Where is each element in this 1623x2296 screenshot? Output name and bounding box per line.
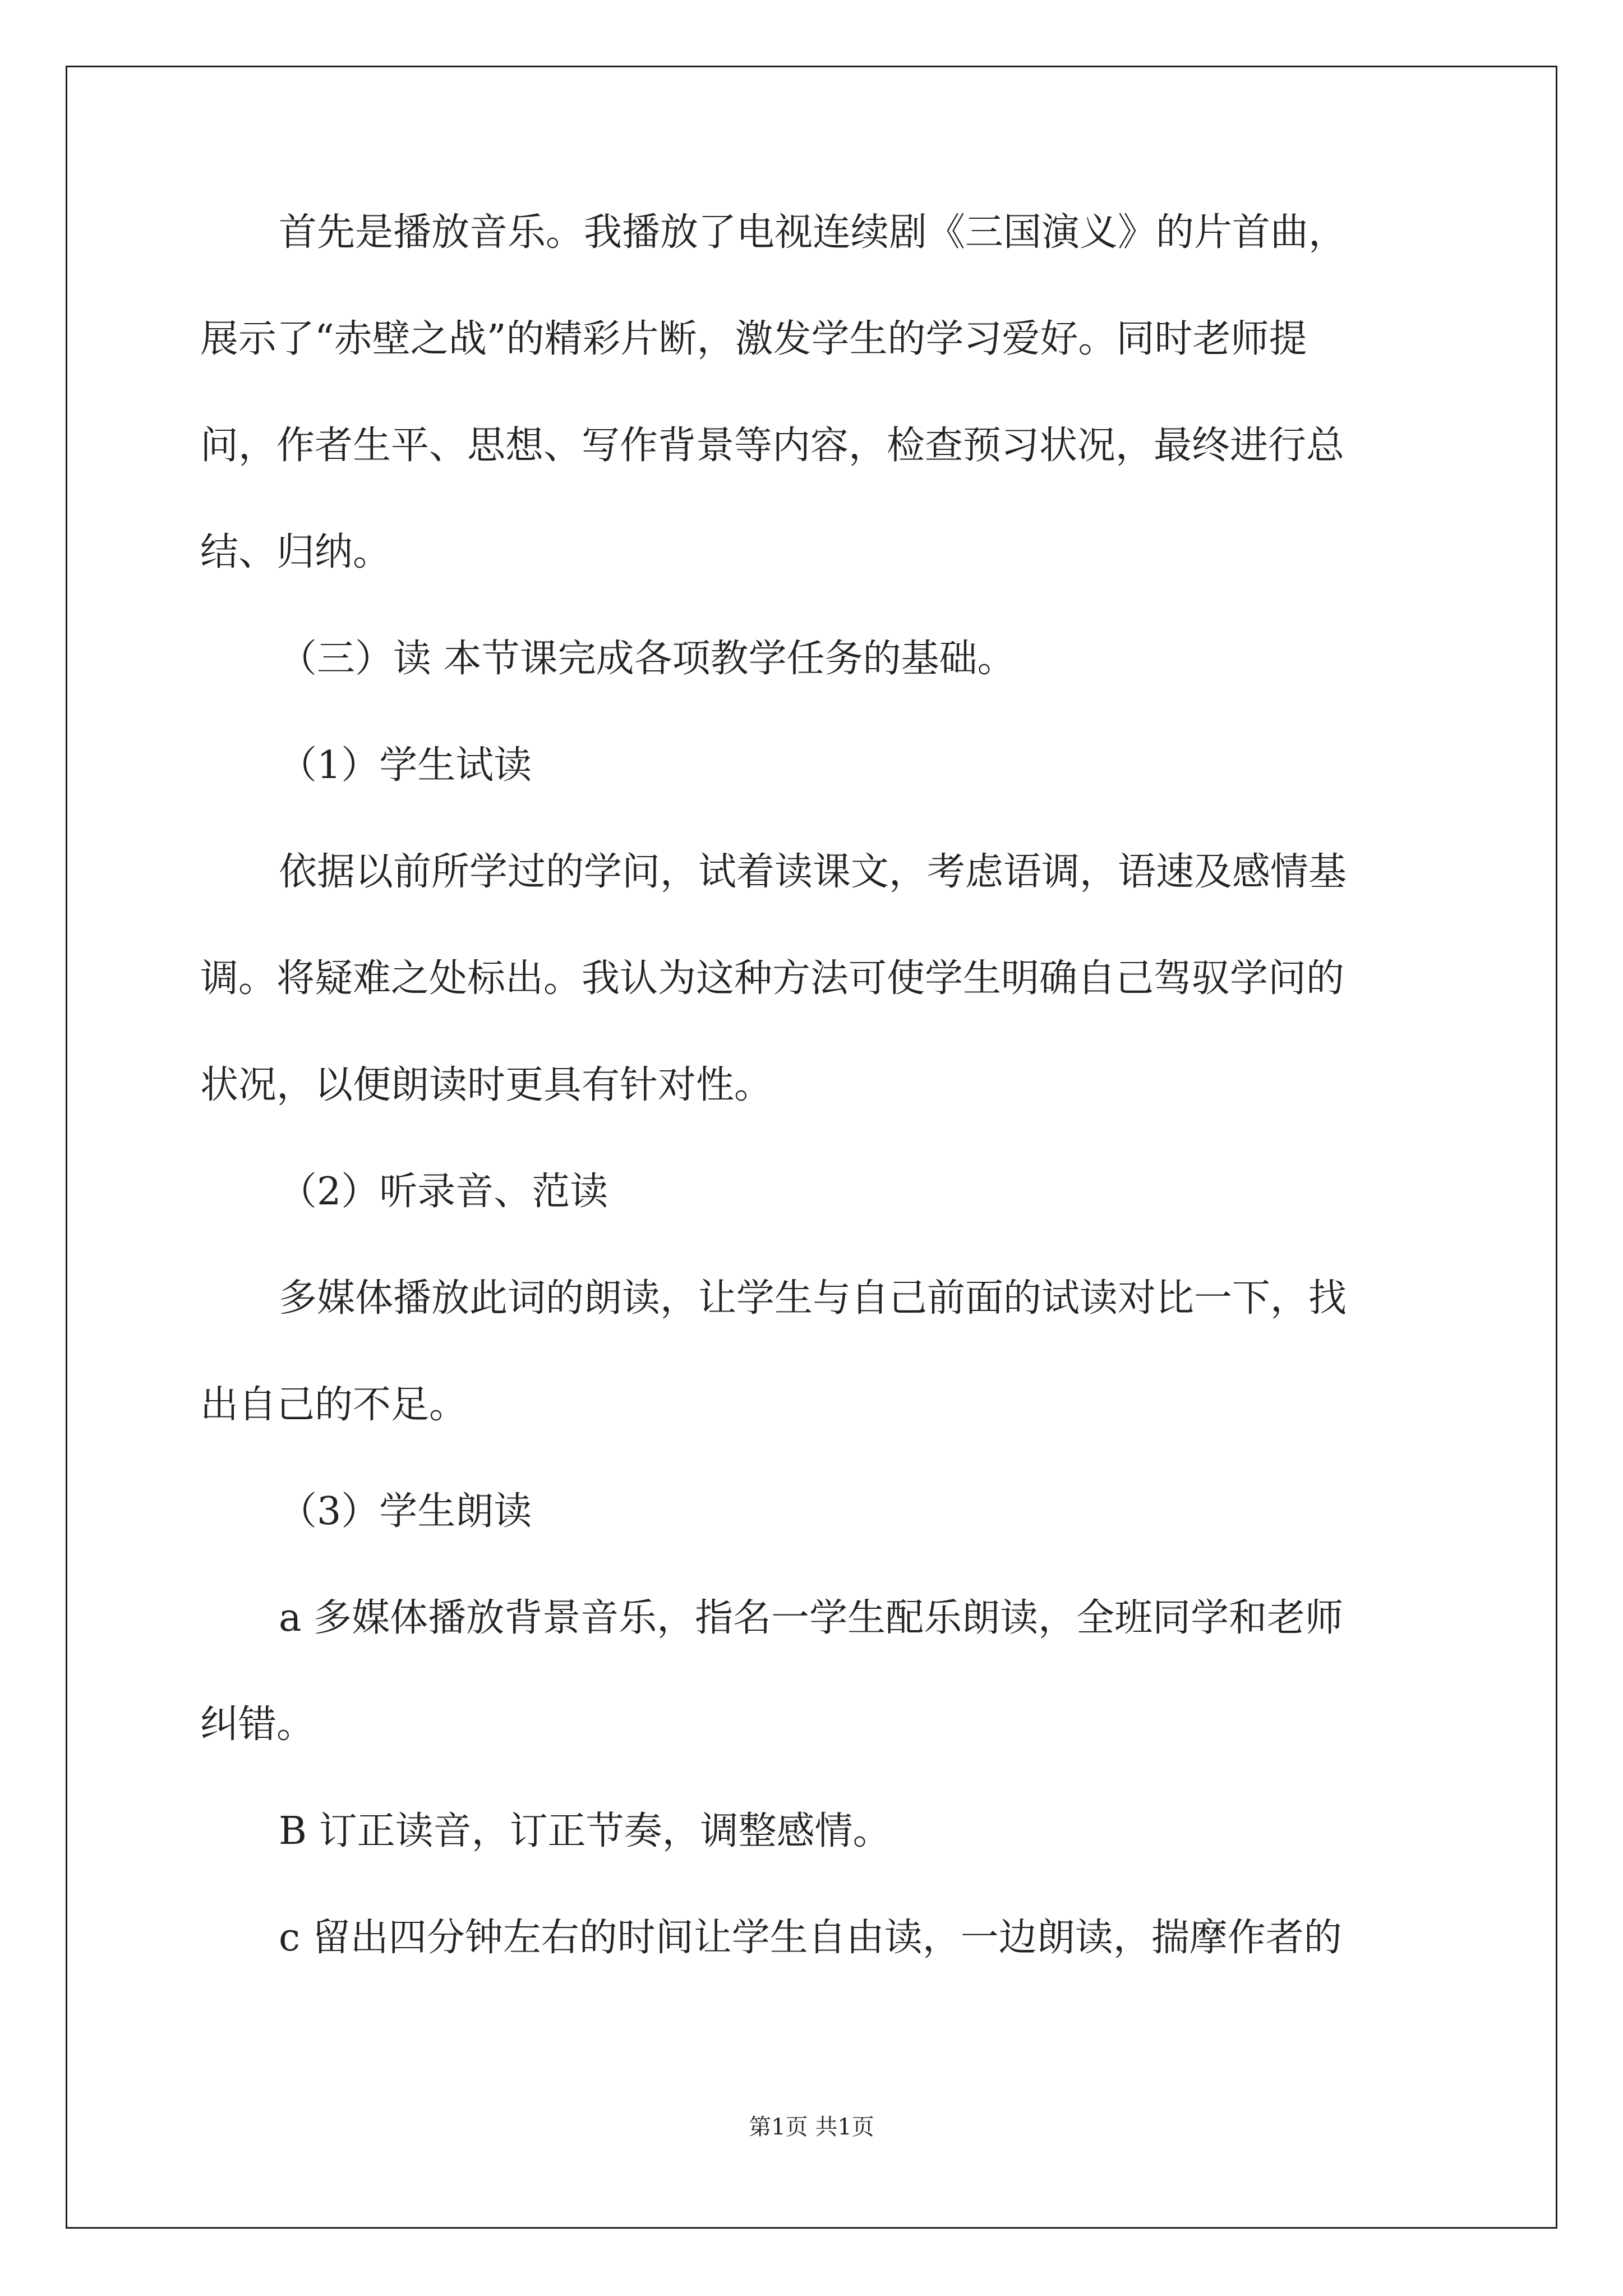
subsection-heading: （3）学生朗读 (279, 1489, 532, 1534)
section-heading: （三）读 本节课完成各项教学任务的基础。 (279, 637, 1016, 681)
paragraph-line: 依据以前所学过的学问，试着读课文，考虑语调，语速及感情基 (279, 850, 1347, 894)
paragraph-line: 状况，以便朗读时更具有针对性。 (200, 1063, 773, 1107)
paragraph-line: 调。将疑难之处标出。我认为这种方法可使学生明确自己驾驭学问的 (200, 956, 1345, 1001)
list-item-a: a 多媒体播放背景音乐，指名一学生配乐朗读，全班同学和老师 (279, 1596, 1344, 1640)
paragraph-line: 纠错。 (200, 1703, 315, 1747)
paragraph-line: 结、归纳。 (200, 530, 391, 574)
paragraph-line: 展示了“赤壁之战”的精彩片断，激发学生的学习爱好。同时老师提 (200, 317, 1307, 361)
subsection-heading: （1）学生试读 (279, 743, 532, 788)
list-item-c: c 留出四分钟左右的时间让学生自由读，一边朗读，揣摩作者的 (279, 1916, 1342, 1960)
page-border (66, 66, 1557, 2229)
paragraph-line: 出自己的不足。 (200, 1383, 468, 1427)
list-item-b: B 订正读音，订正节奏，调整感情。 (279, 1809, 891, 1853)
paragraph-line: 首先是播放音乐。我播放了电视连续剧《三国演义》的片首曲， (279, 210, 1347, 255)
paragraph-line: 问，作者生平、思想、写作背景等内容，检查预习状况，最终进行总 (200, 424, 1345, 468)
subsection-heading: （2）听录音、范读 (279, 1170, 608, 1214)
page-footer: 第1页 共1页 (749, 2114, 874, 2140)
paragraph-line: 多媒体播放此词的朗读，让学生与自己前面的试读对比一下，找 (279, 1276, 1347, 1320)
